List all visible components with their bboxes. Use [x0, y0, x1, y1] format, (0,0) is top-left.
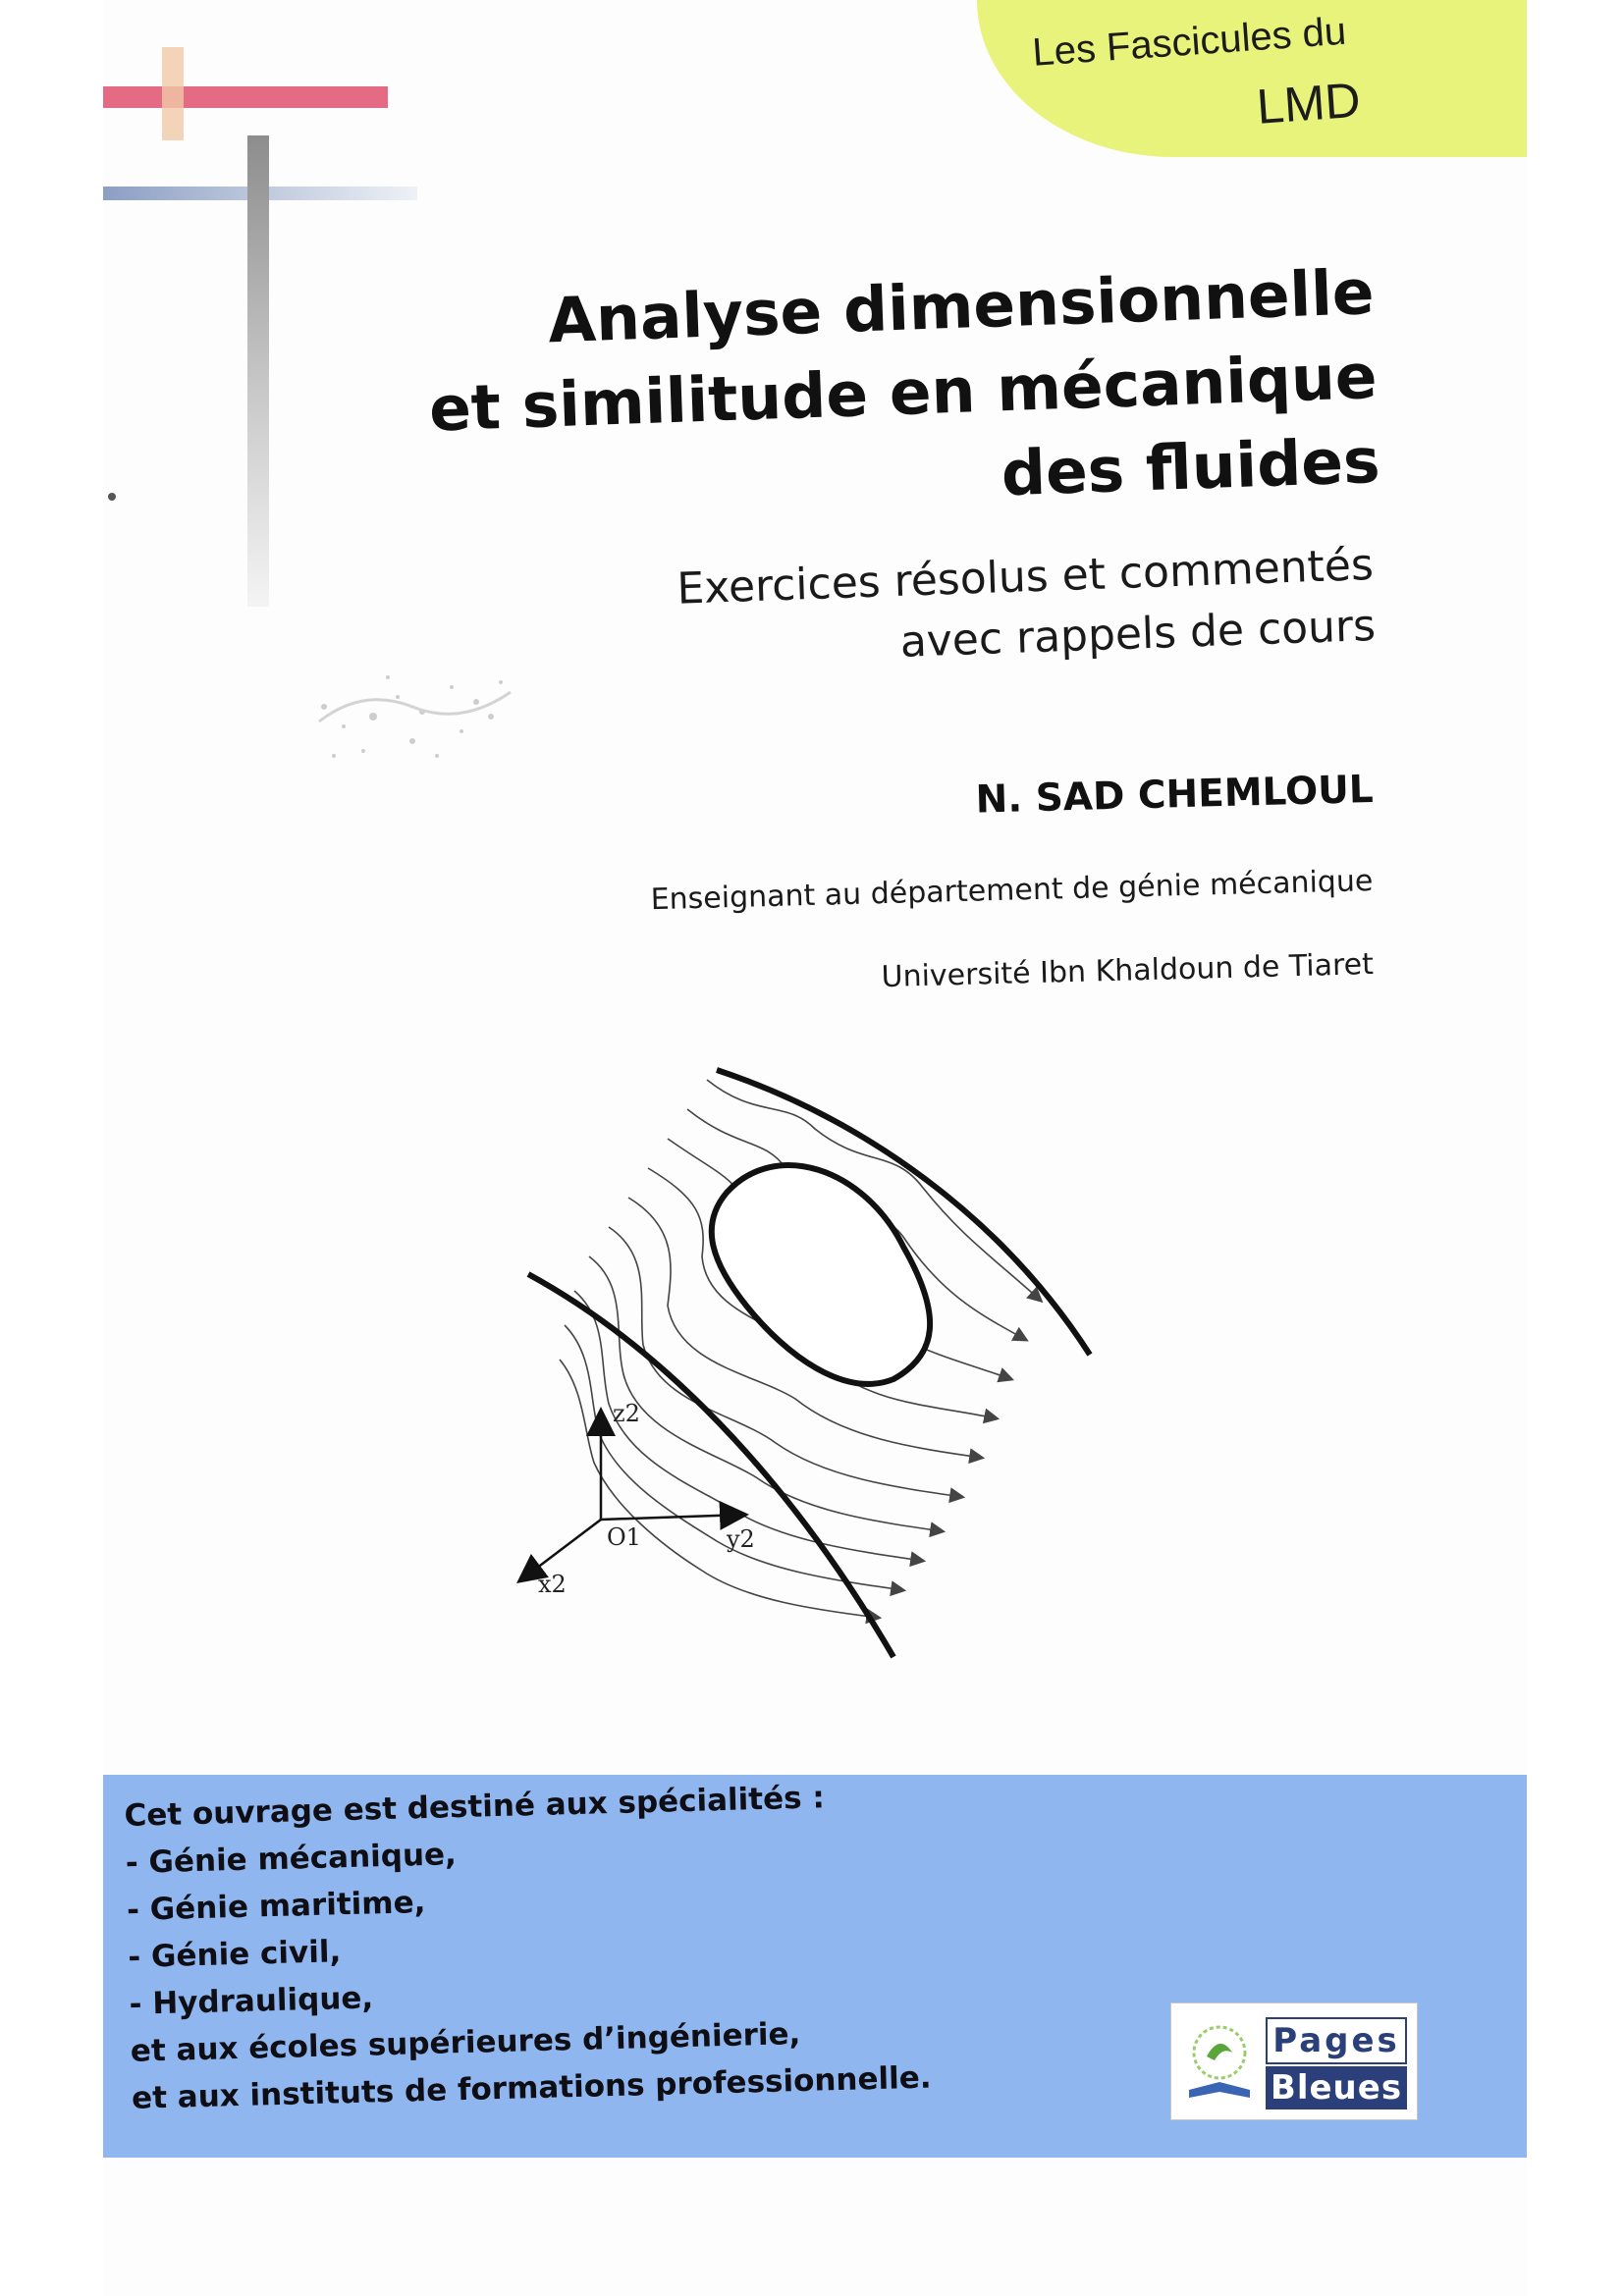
book-subtitle-line: avec rappels de cours [899, 600, 1378, 667]
series-badge-line2: LMD [1255, 72, 1363, 134]
audience-line: - Hydraulique, [129, 1980, 374, 2022]
publisher-logo [1170, 2002, 1418, 2120]
publisher-emblem-icon [1179, 2013, 1260, 2108]
axis-y-label: y2 [727, 1525, 755, 1553]
decorative-bar-peach [162, 47, 184, 140]
audience-line: Cet ouvrage est destiné aux spécialités : [124, 1780, 826, 1834]
page-margin [1527, 0, 1623, 2296]
book-subtitle-line: Exercices résolus et commentés [676, 539, 1375, 614]
audience-text [124, 1772, 932, 2122]
decorative-dot [108, 493, 116, 501]
decorative-bar-gray [247, 135, 269, 607]
book-title-line: Analyse dimensionnelle [547, 255, 1376, 357]
publisher-word-pages: Pages [1266, 2017, 1407, 2064]
axis-y [601, 1515, 744, 1520]
author-department: Enseignant au département de génie mécanique [650, 864, 1374, 918]
faded-stamp [304, 648, 530, 785]
axis-z-label: z2 [613, 1400, 640, 1427]
axis-x-label: x2 [538, 1571, 567, 1598]
book-title-line: et similitude en mécanique [427, 340, 1379, 446]
book-title-line: des fluides [1000, 424, 1381, 510]
audience-line: - Génie mécanique, [125, 1837, 458, 1881]
flow-diagram [491, 1060, 1139, 1669]
origin-label: O1 [607, 1523, 641, 1551]
author-name: N. SAD CHEMLOUL [975, 768, 1375, 823]
book-title [425, 250, 1381, 537]
audience-line: et aux écoles supérieures d’ingénierie, [130, 2016, 801, 2069]
obstacle-body [712, 1165, 930, 1384]
decorative-bar-red [103, 86, 388, 108]
book-subtitle [676, 535, 1378, 681]
audience-line: et aux instituts de formations professionnelle. [131, 2059, 933, 2116]
audience-line: - Génie civil, [127, 1934, 342, 1975]
audience-line: - Génie maritime, [126, 1884, 426, 1928]
series-badge-line1: Les Fascicules du [1031, 9, 1348, 75]
author-university: Université Ibn Khaldoun de Tiaret [880, 947, 1374, 995]
publisher-word-bleues: Bleues [1266, 2066, 1407, 2109]
